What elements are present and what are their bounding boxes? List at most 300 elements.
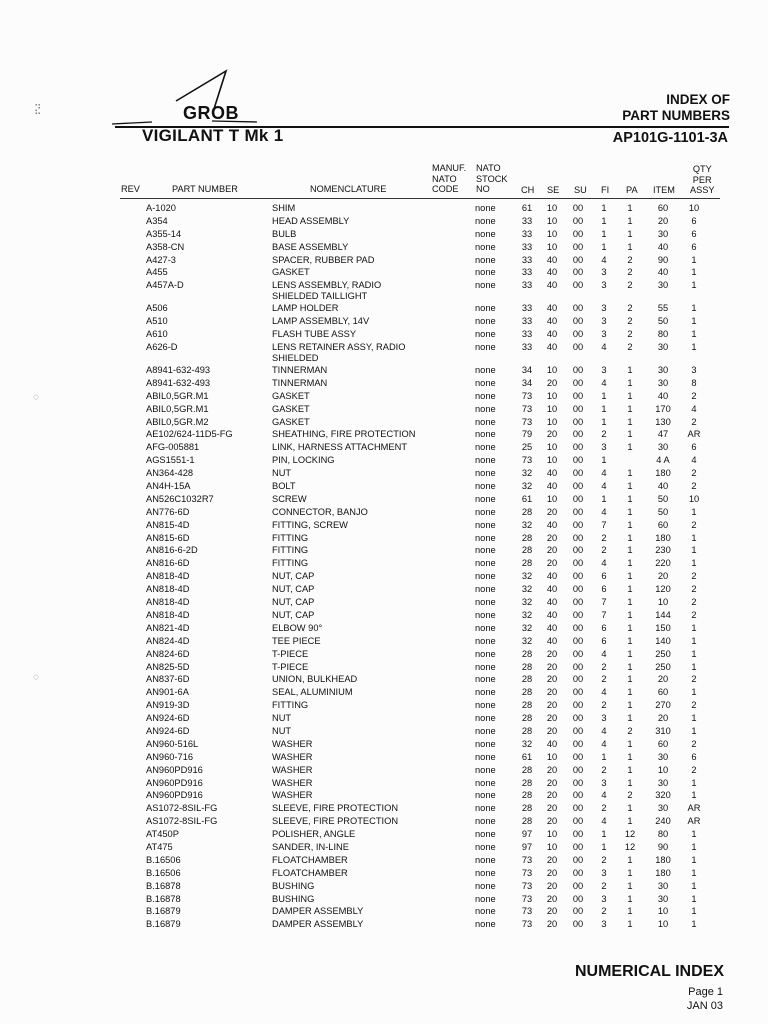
fi-cell: 3: [601, 893, 607, 904]
nato-stock-cell: none: [475, 893, 496, 904]
table-row: [0, 790, 768, 803]
item-cell: 20: [657, 571, 669, 582]
nomenclature-cell: LAMP HOLDER: [272, 303, 339, 314]
su-cell: 00: [572, 764, 584, 775]
item-cell: 10: [657, 919, 669, 930]
item-cell: 180: [655, 468, 671, 479]
pa-cell: 1: [627, 622, 633, 633]
fi-cell: 3: [601, 267, 607, 278]
pa-cell: 2: [627, 267, 633, 278]
su-cell: 00: [572, 751, 584, 762]
nomenclature-cell: NUT, CAP: [272, 597, 315, 608]
fi-cell: 3: [601, 867, 607, 878]
table-row: [0, 329, 768, 342]
nomenclature-cell: NUT, CAP: [272, 584, 315, 595]
table-row: [0, 429, 768, 442]
se-cell: 40: [546, 738, 558, 749]
part-number-cell: AN815-4D: [146, 519, 190, 530]
footer-section-title: NUMERICAL INDEX: [574, 963, 724, 980]
su-cell: 00: [572, 390, 584, 401]
table-row: [0, 610, 768, 623]
qty-cell: 10: [688, 493, 700, 504]
fi-cell: 4: [601, 790, 607, 801]
qty-cell: 2: [691, 597, 697, 608]
pa-cell: 1: [627, 241, 633, 252]
se-cell: 20: [546, 867, 558, 878]
nomenclature-cell: LAMP ASSEMBLY, 14V: [272, 316, 370, 327]
pa-cell: 1: [627, 377, 633, 388]
ch-cell: 33: [521, 228, 533, 239]
pa-cell: 1: [627, 687, 633, 698]
part-number-cell: AN816-6-2D: [146, 545, 198, 556]
fi-cell: 2: [601, 854, 607, 865]
qty-cell: 2: [691, 481, 697, 492]
item-cell: 30: [657, 751, 669, 762]
part-number-cell: A-1020: [146, 203, 176, 213]
qty-cell: 8: [691, 377, 697, 388]
table-row: [0, 765, 768, 778]
table-row: [0, 906, 768, 919]
nomenclature-cell: WASHER: [272, 777, 313, 788]
col-header-item: ITEM: [653, 185, 675, 195]
qty-cell: 4: [691, 455, 697, 466]
item-cell: 40: [657, 267, 669, 278]
su-cell: 00: [572, 303, 584, 314]
nomenclature-cell: FITTING: [272, 532, 309, 543]
su-cell: 00: [572, 403, 584, 414]
ch-cell: 32: [521, 519, 533, 530]
nato-stock-cell: none: [475, 403, 496, 414]
col-header-nato-line2: STOCK: [476, 173, 508, 184]
se-cell: 40: [546, 468, 558, 479]
part-number-cell: AN901-6A: [146, 687, 189, 698]
punch-hole-mark-icon: ◌: [33, 392, 39, 403]
se-cell: 40: [546, 609, 558, 620]
ch-cell: 79: [521, 429, 533, 440]
qty-cell: 6: [691, 241, 697, 252]
ch-cell: 28: [521, 506, 533, 517]
part-number-cell: A8941-632-493: [146, 377, 211, 388]
ch-cell: 32: [521, 571, 533, 582]
part-number-cell: AE102/624-11D5-FG: [146, 429, 233, 440]
item-cell: 250: [655, 661, 671, 672]
table-row: [0, 391, 768, 404]
nomenclature-cell: BULB: [272, 228, 297, 239]
fi-cell: 2: [601, 429, 607, 440]
nato-stock-cell: none: [475, 329, 496, 340]
fi-cell: 4: [601, 558, 607, 569]
table-row: [0, 545, 768, 558]
pa-cell: 1: [627, 403, 633, 414]
part-number-cell: AN364-428: [146, 468, 194, 479]
part-number-cell: AN815-6D: [146, 532, 190, 543]
col-header-part-number: PART NUMBER: [172, 184, 238, 194]
part-number-cell: AN960-516L: [146, 738, 199, 749]
qty-cell: 1: [691, 267, 697, 278]
nato-stock-cell: none: [475, 880, 496, 891]
table-row: [0, 558, 768, 571]
su-cell: 00: [572, 342, 584, 353]
se-cell: 20: [546, 687, 558, 698]
pa-cell: 1: [627, 532, 633, 543]
nato-stock-cell: none: [475, 816, 496, 827]
item-cell: 270: [655, 700, 671, 711]
nato-stock-cell: none: [475, 215, 496, 226]
part-number-cell: AN960PD916: [146, 790, 203, 801]
pa-cell: 1: [627, 597, 633, 608]
col-header-nomenclature: NOMENCLATURE: [310, 184, 387, 194]
fi-cell: 2: [601, 764, 607, 775]
punch-hole-mark-icon: ⣝: [34, 104, 42, 115]
nomenclature-cell: NUT: [272, 713, 292, 724]
se-cell: 40: [546, 254, 558, 265]
nato-stock-cell: none: [475, 481, 496, 492]
se-cell: 40: [546, 481, 558, 492]
item-cell: 20: [657, 215, 669, 226]
su-cell: 00: [572, 597, 584, 608]
pa-cell: 2: [627, 329, 633, 340]
item-cell: 180: [655, 854, 671, 865]
fi-cell: 3: [601, 919, 607, 930]
nomenclature-cell: FITTING, SCREW: [272, 519, 348, 530]
part-number-cell: AN776-6D: [146, 506, 190, 517]
part-number-cell: AN818-4D: [146, 584, 190, 595]
table-row: [0, 919, 768, 932]
se-cell: 20: [546, 532, 558, 543]
qty-cell: 1: [691, 661, 697, 672]
qty-cell: 1: [691, 280, 697, 291]
ch-cell: 28: [521, 816, 533, 827]
se-cell: 40: [546, 571, 558, 582]
item-cell: 150: [655, 622, 671, 633]
su-cell: 00: [572, 841, 584, 852]
col-header-qty-line1: QTY: [692, 164, 712, 174]
nomenclature-cell: NUT: [272, 468, 292, 479]
nato-stock-cell: none: [475, 584, 496, 595]
su-cell: 00: [572, 429, 584, 440]
qty-cell: 1: [691, 329, 697, 340]
table-row: [0, 203, 768, 216]
su-cell: 00: [572, 455, 584, 466]
ch-cell: 28: [521, 790, 533, 801]
qty-cell: 1: [691, 303, 697, 314]
nomenclature-cell: WASHER: [272, 764, 313, 775]
se-cell: 20: [546, 429, 558, 440]
nato-stock-cell: none: [475, 635, 496, 646]
table-row: [0, 303, 768, 316]
item-cell: 40: [657, 390, 669, 401]
item-cell: 30: [657, 280, 669, 291]
fi-cell: 1: [601, 215, 607, 226]
nomenclature-cell: POLISHER, ANGLE: [272, 829, 356, 840]
table-row: [0, 636, 768, 649]
pa-cell: 1: [627, 738, 633, 749]
pa-cell: 1: [627, 584, 633, 595]
nomenclature-cell: SCREW: [272, 493, 307, 504]
item-cell: 60: [657, 687, 669, 698]
table-row: [0, 494, 768, 507]
ch-cell: 73: [521, 403, 533, 414]
se-cell: 20: [546, 777, 558, 788]
qty-cell: 1: [691, 919, 697, 930]
qty-cell: 2: [691, 416, 697, 427]
se-cell: 40: [546, 342, 558, 353]
part-number-cell: AS1072-8SIL-FG: [146, 816, 218, 827]
se-cell: 10: [546, 751, 558, 762]
item-cell: 4 A: [656, 455, 670, 466]
nomenclature-cell: SLEEVE, FIRE PROTECTION: [272, 803, 399, 814]
se-cell: 20: [546, 648, 558, 659]
fi-cell: 2: [601, 803, 607, 814]
fi-cell: 6: [601, 584, 607, 595]
fi-cell: 1: [601, 751, 607, 762]
ch-cell: 33: [521, 241, 533, 252]
part-number-cell: AN526C1032R7: [146, 493, 214, 504]
su-cell: 00: [572, 377, 584, 388]
part-number-cell: AT450P: [146, 829, 179, 840]
se-cell: 20: [546, 674, 558, 685]
part-number-cell: AFG-005881: [146, 442, 200, 453]
ch-cell: 33: [521, 280, 533, 291]
nato-stock-cell: none: [475, 790, 496, 801]
pa-cell: 2: [627, 280, 633, 291]
fi-cell: 4: [601, 254, 607, 265]
table-row: [0, 481, 768, 494]
qty-cell: 2: [691, 738, 697, 749]
part-number-cell: AN924-6D: [146, 725, 190, 736]
fi-cell: 6: [601, 635, 607, 646]
su-cell: 00: [572, 880, 584, 891]
fi-cell: 2: [601, 532, 607, 543]
ch-cell: 32: [521, 481, 533, 492]
su-cell: 00: [572, 609, 584, 620]
nato-stock-cell: none: [475, 316, 496, 327]
item-cell: 140: [655, 635, 671, 646]
nomenclature-cell: BASE ASSEMBLY: [272, 241, 349, 252]
ch-cell: 32: [521, 468, 533, 479]
nomenclature-cell: NUT, CAP: [272, 609, 315, 620]
table-row: [0, 442, 768, 455]
nomenclature-cell: T-PIECE: [272, 661, 309, 672]
se-cell: 40: [546, 635, 558, 646]
su-cell: 00: [572, 867, 584, 878]
su-cell: 00: [572, 816, 584, 827]
qty-cell: 1: [691, 558, 697, 569]
se-cell: 20: [546, 919, 558, 930]
su-cell: 00: [572, 365, 584, 376]
su-cell: 00: [572, 267, 584, 278]
ch-cell: 28: [521, 713, 533, 724]
fi-cell: 6: [601, 571, 607, 582]
su-cell: 00: [572, 829, 584, 840]
pa-cell: 1: [627, 919, 633, 930]
item-cell: 310: [655, 725, 671, 736]
pa-cell: 1: [627, 700, 633, 711]
pa-cell: 1: [627, 215, 633, 226]
pa-cell: 1: [627, 493, 633, 504]
part-number-cell: B.16879: [146, 919, 181, 930]
nato-stock-cell: none: [475, 700, 496, 711]
footer-page-number: Page 1: [688, 986, 723, 998]
pa-cell: 1: [627, 777, 633, 788]
header-underline: [120, 198, 720, 199]
pa-cell: 1: [627, 468, 633, 479]
qty-cell: AR: [687, 816, 701, 827]
se-cell: 10: [546, 416, 558, 427]
pa-cell: 1: [627, 228, 633, 239]
col-header-manuf-line2: NATO: [432, 173, 457, 184]
fi-cell: 7: [601, 609, 607, 620]
nato-stock-cell: none: [475, 751, 496, 762]
nomenclature-cell: SANDER, IN-LINE: [272, 841, 349, 852]
qty-cell: 1: [691, 342, 697, 353]
fi-cell: 2: [601, 545, 607, 556]
fi-cell: 2: [601, 880, 607, 891]
ch-cell: 97: [521, 829, 533, 840]
col-header-qty-per-assy: [690, 164, 715, 196]
se-cell: 10: [546, 841, 558, 852]
fi-cell: 3: [601, 777, 607, 788]
part-number-cell: AN825-5D: [146, 661, 190, 672]
ch-cell: 32: [521, 584, 533, 595]
table-row: [0, 713, 768, 726]
item-cell: 30: [657, 893, 669, 904]
nomenclature-cell: SPACER, RUBBER PAD: [272, 254, 375, 265]
part-number-cell: AN960-716: [146, 751, 194, 762]
su-cell: 00: [572, 254, 584, 265]
publication-reference: AP101G-1101-3A: [612, 130, 728, 146]
item-cell: 240: [655, 816, 671, 827]
se-cell: 40: [546, 316, 558, 327]
item-cell: 60: [657, 738, 669, 749]
fi-cell: 2: [601, 700, 607, 711]
pa-cell: 1: [627, 545, 633, 556]
qty-cell: 1: [691, 622, 697, 633]
nomenclature-cell: WASHER: [272, 738, 313, 749]
ch-cell: 28: [521, 764, 533, 775]
part-number-cell: B.16506: [146, 854, 181, 865]
su-cell: 00: [572, 725, 584, 736]
table-row: [0, 342, 768, 365]
se-cell: 20: [546, 880, 558, 891]
ch-cell: 28: [521, 661, 533, 672]
pa-cell: 1: [627, 519, 633, 530]
item-cell: 50: [657, 493, 669, 504]
item-cell: 230: [655, 545, 671, 556]
ch-cell: 61: [521, 751, 533, 762]
fi-cell: 4: [601, 687, 607, 698]
nomenclature-cell: FLASH TUBE ASSY: [272, 329, 357, 340]
se-cell: 40: [546, 519, 558, 530]
pa-cell: 1: [627, 442, 633, 453]
qty-cell: 1: [691, 906, 697, 917]
se-cell: 10: [546, 228, 558, 239]
part-number-cell: A8941-632-493: [146, 365, 211, 376]
ch-cell: 32: [521, 622, 533, 633]
se-cell: 20: [546, 725, 558, 736]
fi-cell: 1: [601, 390, 607, 401]
fi-cell: 3: [601, 365, 607, 376]
su-cell: 00: [572, 329, 584, 340]
se-cell: 20: [546, 893, 558, 904]
table-row: [0, 662, 768, 675]
qty-cell: AR: [687, 429, 701, 440]
se-cell: 20: [546, 854, 558, 865]
table-row: [0, 894, 768, 907]
nato-stock-cell: none: [475, 854, 496, 865]
ch-cell: 28: [521, 545, 533, 556]
part-number-cell: A510: [146, 316, 168, 327]
part-number-cell: AN960PD916: [146, 764, 203, 775]
su-cell: 00: [572, 893, 584, 904]
ch-cell: 28: [521, 725, 533, 736]
item-cell: 20: [657, 713, 669, 724]
nato-stock-cell: none: [475, 455, 496, 466]
table-row: [0, 378, 768, 391]
pa-cell: 2: [627, 342, 633, 353]
nomenclature-cell: FITTING: [272, 558, 309, 569]
item-cell: 30: [657, 377, 669, 388]
se-cell: 10: [546, 203, 558, 213]
fi-cell: 4: [601, 738, 607, 749]
ch-cell: 25: [521, 442, 533, 453]
su-cell: 00: [572, 519, 584, 530]
item-cell: 30: [657, 228, 669, 239]
qty-cell: 1: [691, 880, 697, 891]
part-number-cell: A355-14: [146, 228, 182, 239]
nomenclature-cell: DAMPER ASSEMBLY: [272, 906, 364, 917]
qty-cell: 1: [691, 713, 697, 724]
su-cell: 00: [572, 854, 584, 865]
qty-cell: 2: [691, 390, 697, 401]
su-cell: 00: [572, 506, 584, 517]
item-cell: 10: [657, 906, 669, 917]
fi-cell: 1: [601, 416, 607, 427]
su-cell: 00: [572, 280, 584, 291]
pa-cell: 1: [627, 764, 633, 775]
nato-stock-cell: none: [475, 919, 496, 930]
nomenclature-cell: SLEEVE, FIRE PROTECTION: [272, 816, 399, 827]
part-number-cell: AN924-6D: [146, 713, 190, 724]
pa-cell: 12: [624, 829, 636, 840]
su-cell: 00: [572, 481, 584, 492]
nato-stock-cell: none: [475, 725, 496, 736]
nomenclature-cell: LENS RETAINER ASSY, RADIO SHIELDED: [272, 342, 406, 364]
pa-cell: 12: [624, 841, 636, 852]
nato-stock-cell: none: [475, 429, 496, 440]
pa-cell: 1: [627, 854, 633, 865]
fi-cell: 1: [601, 841, 607, 852]
part-number-cell: B.16878: [146, 880, 181, 891]
qty-cell: 2: [691, 519, 697, 530]
fi-cell: 7: [601, 519, 607, 530]
su-cell: 00: [572, 648, 584, 659]
ch-cell: 73: [521, 893, 533, 904]
nato-stock-cell: none: [475, 545, 496, 556]
pa-cell: 2: [627, 254, 633, 265]
qty-cell: 2: [691, 571, 697, 582]
nato-stock-cell: none: [475, 571, 496, 582]
nomenclature-cell: GASKET: [272, 403, 310, 414]
item-cell: 10: [657, 597, 669, 608]
table-row: [0, 365, 768, 378]
item-cell: 30: [657, 777, 669, 788]
fi-cell: 1: [601, 493, 607, 504]
ch-cell: 32: [521, 635, 533, 646]
index-title-line2: PART NUMBERS: [622, 108, 730, 123]
part-number-cell: AT475: [146, 841, 173, 852]
ch-cell: 33: [521, 316, 533, 327]
